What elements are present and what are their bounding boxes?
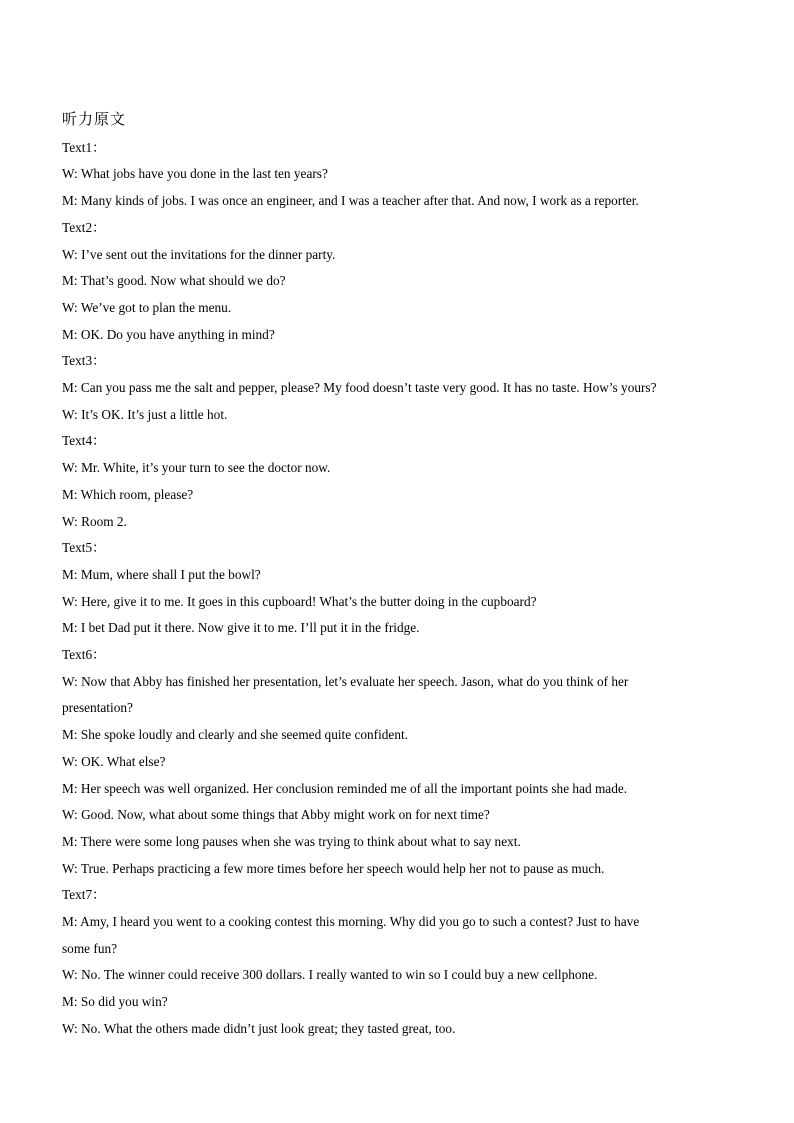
dialogue-line: M: Can you pass me the salt and pepper, please? My food doesn’t taste very good. It has no taste. How’s yours? [62,380,657,396]
dialogue-line: W: We’ve got to plan the menu. [62,299,232,315]
dialogue-line: W: OK. What else? [62,753,166,769]
dialogue-line: M: Her speech was well organized. Her conclusion reminded me of all the important points she had made. [62,780,628,796]
dialogue-line: M: That’s good. Now what should we do? [62,273,286,289]
dialogue-line: M: Many kinds of jobs. I was once an engineer, and I was a teacher after that. And now, I work as a reporter. [62,193,639,209]
dialogue-line: W: Now that Abby has finished her presentation, let’s evaluate her speech. Jason, what do you think of her [62,673,629,689]
dialogue-line: W: Mr. White, it’s your turn to see the doctor now. [62,460,331,476]
dialogue-line-continuation: presentation? [62,700,133,716]
dialogue-line-continuation: some fun? [62,940,118,956]
dialogue-line: M: There were some long pauses when she was trying to think about what to say next. [62,833,521,849]
dialogue-line: W: It’s OK. It’s just a little hot. [62,406,228,422]
document-title: 听力原文 [62,110,127,128]
dialogue-line: M: Mum, where shall I put the bowl? [62,566,261,582]
dialogue-line: W: Good. Now, what about some things that Abby might work on for next time? [62,807,490,823]
section-heading-text4: Text4： [62,433,106,449]
transcript-body [62,108,742,1043]
dialogue-line: W: No. What the others made didn’t just look great; they tasted great, too. [62,1020,456,1036]
section-heading-text3: Text3： [62,353,106,369]
section-heading-text6: Text6： [62,647,106,663]
section-heading-text5: Text5： [62,540,106,556]
section-heading-text7: Text7： [62,887,106,903]
dialogue-line: M: She spoke loudly and clearly and she seemed quite confident. [62,727,408,743]
dialogue-line: W: Room 2. [62,513,127,529]
dialogue-line: M: Amy, I heard you went to a cooking contest this morning. Why did you go to such a contest? Just to have [62,914,640,930]
dialogue-line: W: I’ve sent out the invitations for the dinner party. [62,246,336,262]
dialogue-line: W: What jobs have you done in the last ten years? [62,166,328,182]
dialogue-line: M: So did you win? [62,994,168,1010]
dialogue-line: W: No. The winner could receive 300 dollars. I really wanted to win so I could buy a new cellphone. [62,967,598,983]
section-heading-text1: Text1： [62,139,106,155]
section-heading-text2: Text2： [62,219,106,235]
dialogue-line: M: OK. Do you have anything in mind? [62,326,275,342]
dialogue-line: W: True. Perhaps practicing a few more times before her speech would help her not to pause as much. [62,860,605,876]
dialogue-line: M: I bet Dad put it there. Now give it to me. I’ll put it in the fridge. [62,620,420,636]
dialogue-line: M: Which room, please? [62,486,194,502]
dialogue-line: W: Here, give it to me. It goes in this cupboard! What’s the butter doing in the cupboard? [62,593,537,609]
